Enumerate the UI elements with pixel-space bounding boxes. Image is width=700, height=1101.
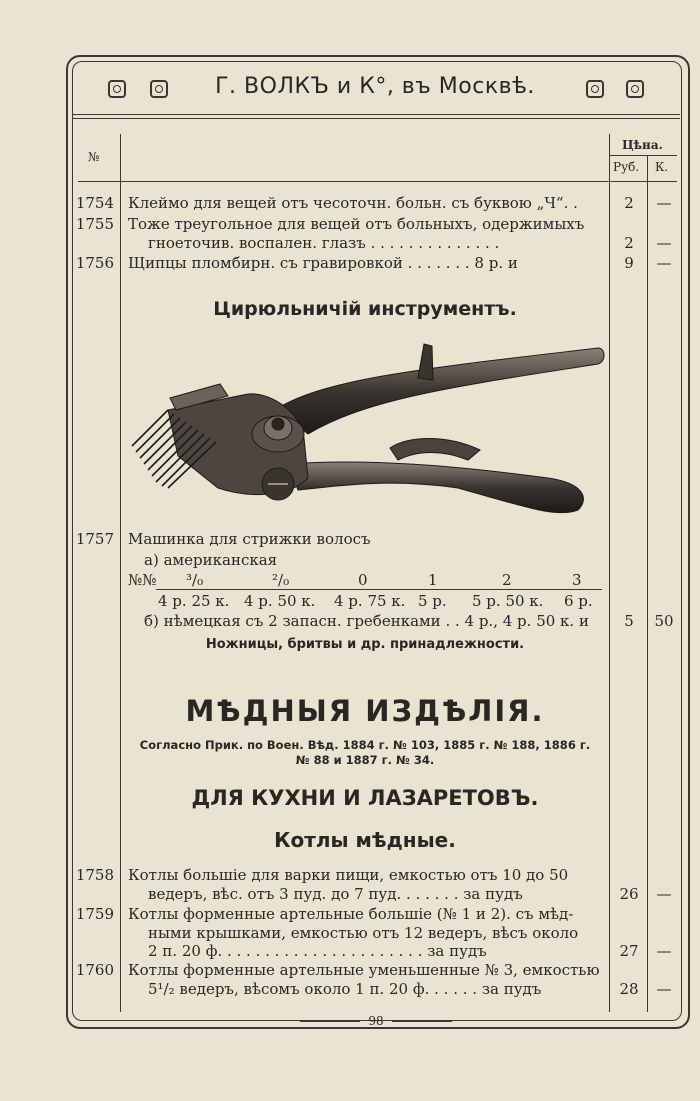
- item-price-rub: 9: [624, 254, 634, 272]
- item-price-kop: 50: [654, 612, 674, 630]
- item-description-continued: ными крышками, емкостью отъ 12 ведеръ, вѣсъ около: [148, 924, 579, 942]
- hair-clipper-illustration: [128, 338, 608, 524]
- price-column-header: Цѣна.: [622, 138, 663, 152]
- item-description: Котлы большіе для варки пищи, емкостью отъ 10 до 50: [128, 866, 569, 884]
- size-price: 5 р.: [418, 592, 447, 610]
- number-column-header: №: [88, 150, 100, 164]
- page-number: 98: [368, 1014, 384, 1028]
- table-header-rule: [78, 181, 677, 182]
- footer-rule-left: [300, 1021, 360, 1022]
- item-description-continued: 2 п. 20 ф. . . . . . . . . . . . . . . . . . . . . . за пудъ: [148, 942, 487, 960]
- item-price-rub: 28: [619, 980, 639, 998]
- item-number: 1757: [75, 530, 114, 548]
- section-heading-kitchen: ДЛЯ КУХНИ И ЛАЗАРЕТОВЪ.: [191, 786, 539, 810]
- item-number: 1754: [75, 194, 114, 212]
- item-price-kop: —: [656, 885, 672, 903]
- item-description: Клеймо для вещей отъ чесоточн. больн. съ буквою „Ч“. .: [128, 194, 578, 212]
- size-cell: 3: [572, 571, 582, 589]
- item-price-rub: 26: [619, 885, 639, 903]
- item-description-continued: ведеръ, вѣс. отъ 3 пуд. до 7 пуд. . . . . . . за пудъ: [148, 885, 523, 903]
- size-price: 4 р. 75 к.: [334, 592, 406, 610]
- size-cell: 1: [428, 571, 438, 589]
- size-cell: 0: [358, 571, 368, 589]
- size-cell: 2: [502, 571, 512, 589]
- header-divider: [72, 114, 680, 115]
- item-description: Машинка для стрижки волосъ: [128, 530, 371, 548]
- section-heading-boilers: Котлы мѣдные.: [274, 828, 456, 852]
- item-description: Котлы форменные артельные большіе (№ 1 и 2). съ мѣд-: [128, 905, 574, 923]
- ornament-icon: [626, 80, 644, 98]
- copper-order-note-continued: № 88 и 1887 г. № 34.: [295, 753, 435, 767]
- item-price-kop: —: [656, 980, 672, 998]
- item-price-kop: —: [656, 194, 672, 212]
- accessories-note: Ножницы, бритвы и др. принадлежности.: [205, 637, 525, 652]
- item-price-kop: —: [656, 234, 672, 252]
- item-description-continued: гноеточив. воспален. глазъ . . . . . . . . . . . . . .: [148, 234, 500, 252]
- size-cell: ²/₀: [272, 571, 290, 589]
- size-cell: ³/₀: [186, 571, 204, 589]
- rub-column-header: Руб.: [613, 160, 640, 174]
- item-number: 1760: [75, 961, 114, 979]
- size-price: 5 р. 50 к.: [472, 592, 544, 610]
- item-price-rub: 2: [624, 194, 634, 212]
- item-description-continued: 5¹/₂ ведеръ, вѣсомъ около 1 п. 20 ф. . . . . . за пудъ: [148, 980, 542, 998]
- item-option-b: б) нѣмецкая съ 2 запасн. гребенками . . 4 р., 4 р. 50 к. и: [144, 612, 589, 630]
- item-number: 1759: [75, 905, 114, 923]
- ornament-icon: [108, 80, 126, 98]
- item-description: Котлы форменные артельные уменьшенные № 3, емкостью: [128, 961, 600, 979]
- price-column-divider: [609, 134, 610, 1012]
- price-header-rule: [609, 155, 677, 156]
- item-price-kop: —: [656, 942, 672, 960]
- size-price: 6 р.: [564, 592, 593, 610]
- item-option-a: а) американская: [144, 551, 278, 569]
- section-heading-barber: Цирюльничій инструментъ.: [213, 298, 517, 320]
- kop-column-header: К.: [655, 160, 669, 174]
- sizes-label: №№: [128, 571, 157, 589]
- item-number: 1758: [75, 866, 114, 884]
- item-number: 1756: [75, 254, 114, 272]
- kop-column-divider: [647, 155, 648, 1012]
- item-price-kop: —: [656, 254, 672, 272]
- item-description: Щипцы пломбирн. съ гравировкой . . . . . . . 8 р. и: [128, 254, 518, 272]
- size-price: 4 р. 25 к.: [158, 592, 230, 610]
- sizes-rule: [156, 589, 602, 590]
- item-number: 1755: [75, 215, 114, 233]
- item-price-rub: 27: [619, 942, 639, 960]
- item-description: Тоже треугольное для вещей отъ больныхъ, одержимыхъ: [128, 215, 585, 233]
- page-header-title: Г. ВОЛКЪ и К°, въ Москвѣ.: [215, 74, 535, 99]
- copper-order-note: Согласно Прик. по Воен. Вѣд. 1884 г. № 103, 1885 г. № 188, 1886 г.: [139, 738, 591, 752]
- header-divider-2: [72, 118, 680, 119]
- footer-rule-right: [392, 1021, 452, 1022]
- number-column-divider: [120, 134, 121, 1012]
- section-heading-copper: МѢДНЫЯ ИЗДѢЛІЯ.: [185, 694, 545, 728]
- item-price-rub: 2: [624, 234, 634, 252]
- size-price: 4 р. 50 к.: [244, 592, 316, 610]
- item-price-rub: 5: [624, 612, 634, 630]
